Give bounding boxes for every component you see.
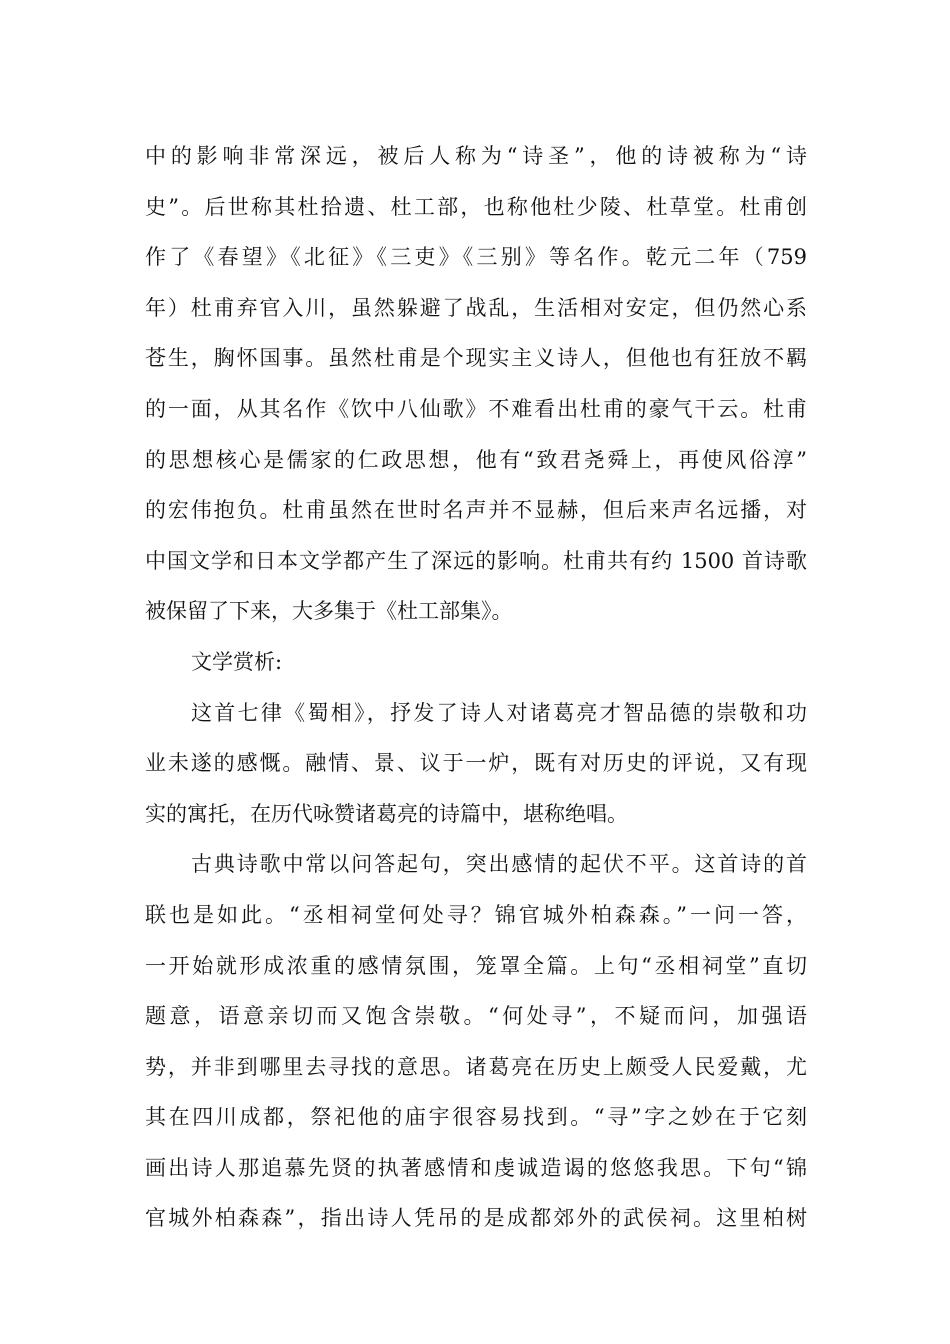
text-line: 年）杜甫弃官入川，虽然躲避了战乱，生活相对安定，但仍然心系 <box>145 295 807 320</box>
body-text <box>145 131 807 1244</box>
text-line: 被保留了下来，大多集于《杜工部集》。 <box>145 599 513 624</box>
text-line: 的宏伟抱负。杜甫虽然在世时名声并不显赫，但后来声名远播，对 <box>145 498 807 523</box>
text-line: 联也是如此。“丞相祠堂何处寻？锦官城外柏森森。”一问一答， <box>145 902 807 927</box>
text-line: 作了《春望》《北征》《三吏》《三别》等名作。乾元二年（759 <box>145 245 807 270</box>
text-line: 官城外柏森森”，指出诗人凭吊的是成都郊外的武侯祠。这里柏树 <box>145 1206 807 1231</box>
text-line: 业未遂的感慨。融情、景、议于一炉，既有对历史的评说，又有现 <box>145 751 807 776</box>
text-line: 中的影响非常深远，被后人称为“诗圣”，他的诗被称为“诗 <box>145 144 807 168</box>
text-line: 实的寓托，在历代咏赞诸葛亮的诗篇中，堪称绝唱。 <box>145 801 628 826</box>
text-line: 苍生，胸怀国事。虽然杜甫是个现实主义诗人，但他也有狂放不羁 <box>145 346 807 371</box>
text-line: 这首七律《蜀相》，抒发了诗人对诸葛亮才智品德的崇敬和功 <box>191 700 807 725</box>
section-heading: 文学赏析: <box>191 649 283 674</box>
text-line: 一开始就形成浓重的感情氛围，笼罩全篇。上句“丞相祠堂”直切 <box>145 953 807 978</box>
text-line: 史”。后世称其杜拾遗、杜工部，也称他杜少陵、杜草堂。杜甫创 <box>145 194 807 219</box>
text-line: 中国文学和日本文学都产生了深远的影响。杜甫共有约 1500 首诗歌 <box>145 548 807 573</box>
text-line: 古典诗歌中常以问答起句，突出感情的起伏不平。这首诗的首 <box>191 852 807 877</box>
text-line: 的一面，从其名作《饮中八仙歌》不难看出杜甫的豪气干云。杜甫 <box>145 396 807 421</box>
text-line: 画出诗人那追慕先贤的执著感情和虔诚造谒的悠悠我思。下句“锦 <box>145 1155 807 1180</box>
text-line: 的思想核心是儒家的仁政思想，他有“致君尧舜上，再使风俗淳” <box>145 447 807 472</box>
text-line: 题意，语意亲切而又饱含崇敬。“何处寻”，不疑而问，加强语 <box>145 1004 807 1029</box>
text-line: 其在四川成都，祭祀他的庙宇很容易找到。“寻”字之妙在于它刻 <box>145 1105 807 1130</box>
text-line: 势，并非到哪里去寻找的意思。诸葛亮在历史上颇受人民爱戴，尤 <box>145 1054 807 1079</box>
